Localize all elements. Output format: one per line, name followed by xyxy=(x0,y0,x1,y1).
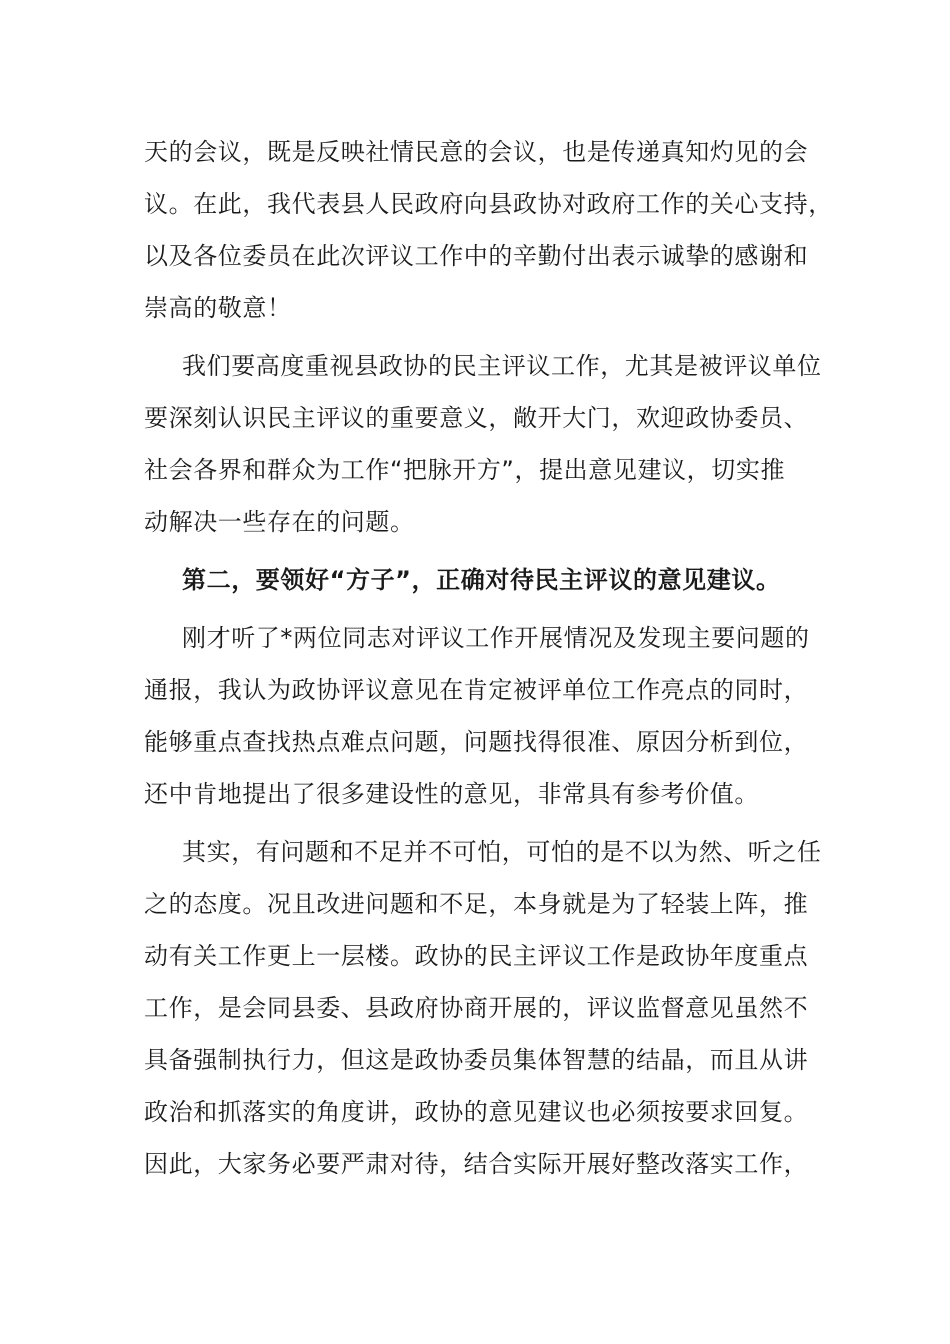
paragraph-2 xyxy=(144,340,822,548)
text-line: 要深刻认识民主评议的重要意义，敞开大门，欢迎政协委员、 xyxy=(144,404,809,432)
text-line: 还中肯地提出了很多建设性的意见，非常具有参考价值。 xyxy=(144,780,759,808)
text-line: 通报，我认为政协评议意见在肯定被评单位工作亮点的同时， xyxy=(144,676,809,704)
text-line: 之的态度。况且改进问题和不足，本身就是为了轻装上阵，推 xyxy=(144,890,809,918)
document-body xyxy=(144,126,833,1196)
text-line: 其实，有问题和不足并不可怕，可怕的是不以为然、听之任 xyxy=(182,838,822,866)
text-line: 因此，大家务必要严肃对待，结合实际开展好整改落实工作， xyxy=(144,1150,809,1178)
text-line: 动有关工作更上一层楼。政协的民主评议工作是政协年度重点 xyxy=(144,942,809,970)
paragraph-1 xyxy=(144,126,833,334)
paragraph-3 xyxy=(144,612,808,820)
text-line: 工作，是会同县委、县政府协商开展的，评议监督意见虽然不 xyxy=(144,994,809,1022)
text-line: 天的会议，既是反映社情民意的会议，也是传递真知灼见的会 xyxy=(144,138,809,166)
text-line: 具备强制执行力，但这是政协委员集体智慧的结晶，而且从讲 xyxy=(144,1046,809,1074)
section-heading xyxy=(144,554,808,606)
text-line: 我们要高度重视县政协的民主评议工作，尤其是被评议单位 xyxy=(182,352,822,380)
text-line: 崇高的敬意！ xyxy=(144,294,292,322)
paragraph-4 xyxy=(144,826,822,1190)
text-line: 刚才听了*两位同志对评议工作开展情况及发现主要问题的 xyxy=(182,624,810,652)
text-line: 议。在此，我代表县人民政府向县政协对政府工作的关心支持， xyxy=(144,190,833,218)
heading-line: 第二，要领好“方子”，正确对待民主评议的意见建议。 xyxy=(182,566,781,594)
text-line: 能够重点查找热点难点问题，问题找得很准、原因分析到位， xyxy=(144,728,809,756)
text-line: 政治和抓落实的角度讲，政协的意见建议也必须按要求回复。 xyxy=(144,1098,809,1126)
text-line: 以及各位委员在此次评议工作中的辛勤付出表示诚挚的感谢和 xyxy=(144,242,809,270)
text-line: 社会各界和群众为工作“把脉开方”，提出意见建议，切实推 xyxy=(144,456,786,484)
text-line: 动解决一些存在的问题。 xyxy=(144,508,415,536)
